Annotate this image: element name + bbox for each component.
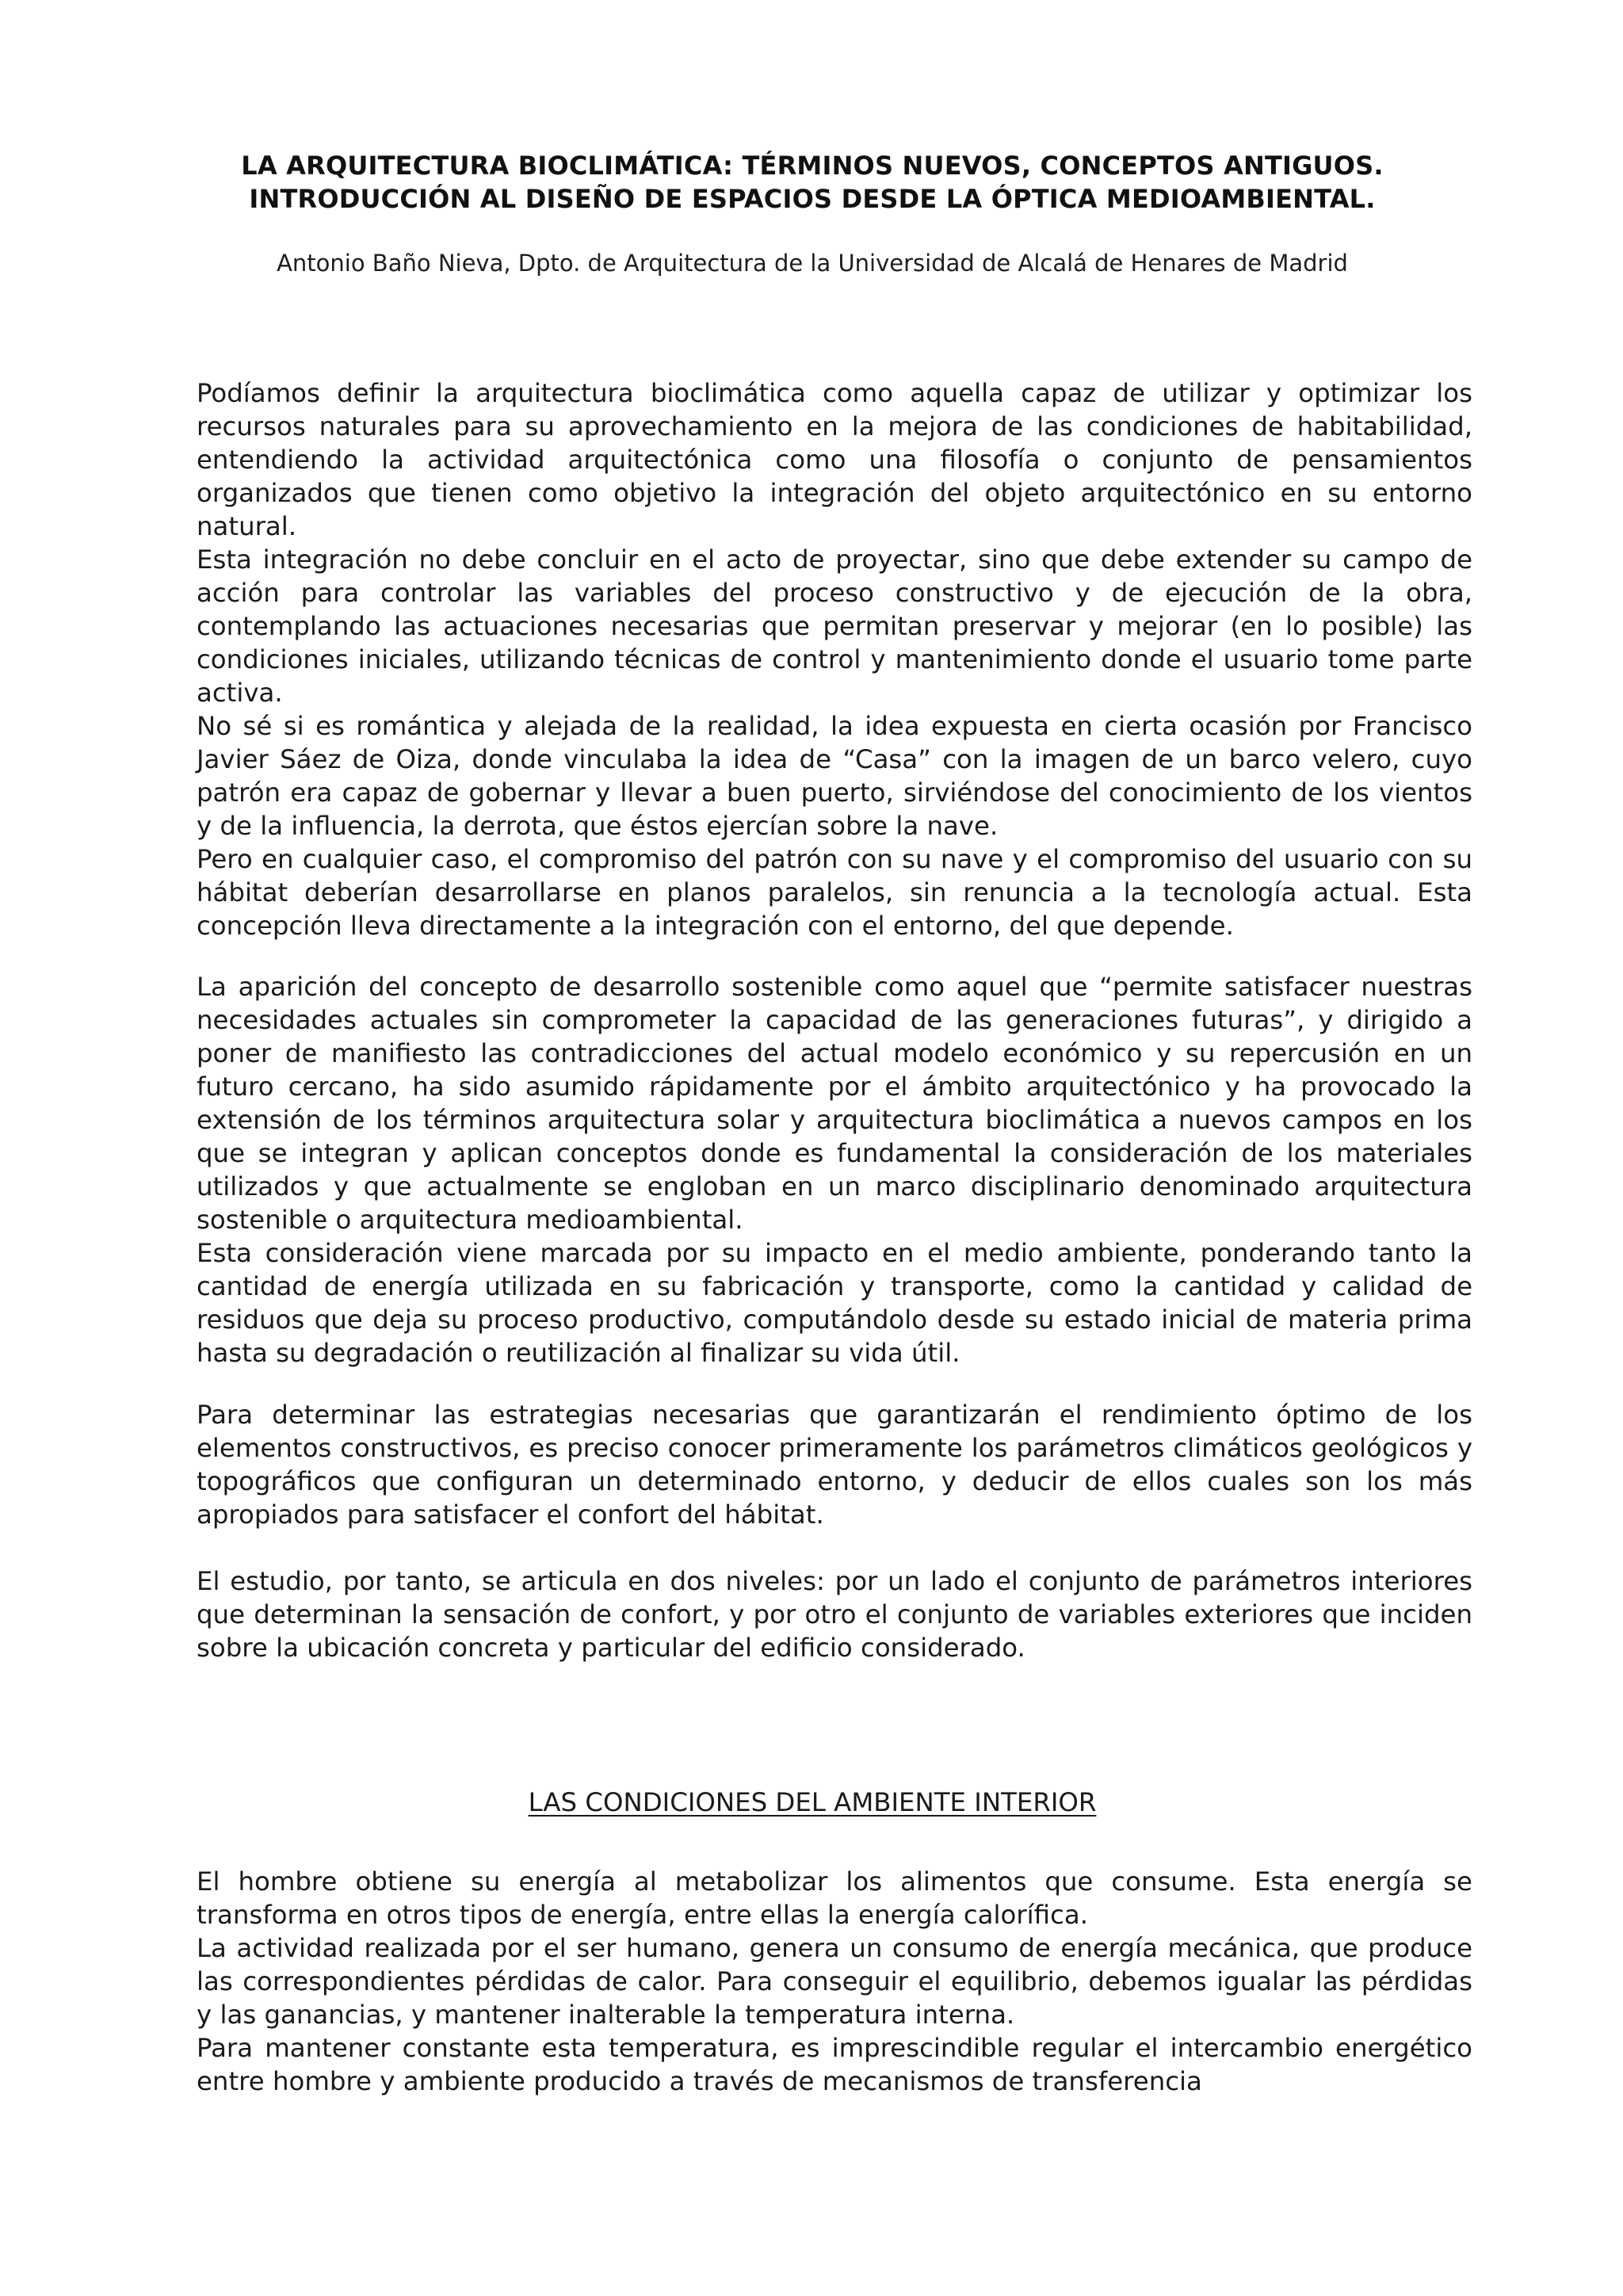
paragraph: Podíamos definir la arquitectura bioclimática como aquella capaz de utilizar y optimizar los recursos naturales para su aprovechamiento en la mejora de las condiciones de habitabilidad, entendiendo la actividad arquitectónica como una filosofía o conjunto de pensamientos organizados que tienen como objetivo la integración del objeto arquitectónico en su entorno natural. bbox=[197, 378, 1472, 541]
section-definition bbox=[197, 376, 1472, 942]
section-interior-conditions bbox=[197, 1865, 1472, 2098]
paragraph: Esta integración no debe concluir en el acto de proyectar, sino que debe extender su campo de acción para controlar las variables del proceso constructivo y de ejecución de la obra, contemplando las actuaciones necesarias que permitan preservar y mejorar (en lo posible) las condiciones iniciales, utilizando técnicas de control y mantenimiento donde el usuario tome parte activa. bbox=[197, 544, 1472, 708]
section-heading-interior bbox=[158, 1786, 1466, 1819]
paragraph: Pero en cualquier caso, el compromiso del patrón con su nave y el compromiso del usuario con su hábitat deberían desarrollarse en planos paralelos, sin renuncia a la tecnología actual. Esta concepción lleva directamente a la integración con el entorno, del que depende. bbox=[197, 844, 1472, 941]
paragraph: Esta consideración viene marcada por su impacto en el medio ambiente, ponderando tanto la cantidad de energía utilizada en su fabricación y transporte, como la cantidad y calidad de residuos que deja su proceso productivo, computándolo desde su estado inicial de materia prima hasta su degradación o reutilización al finalizar su vida útil. bbox=[197, 1238, 1472, 1368]
paragraph: Para mantener constante esta temperatura, es imprescindible regular el intercambio energético entre hombre y ambiente producido a través de mecanismos de transferencia bbox=[197, 2033, 1472, 2096]
section-sustainable-development bbox=[197, 970, 1472, 1370]
paragraph: El hombre obtiene su energía al metabolizar los alimentos que consume. Esta energía se transforma en otros tipos de energía, entre ellas la energía calorífica. bbox=[197, 1866, 1472, 1930]
paragraph: La aparición del concepto de desarrollo sostenible como aquel que “permite satisfacer nuestras necesidades actuales sin comprometer la capacidad de las generaciones futuras”, y dirigido a poner de manifiesto las contradicciones del actual modelo económico y su repercusión en un futuro cercano, ha sido asumido rápidamente por el ámbito arquitectónico y ha provocado la extensión de los términos arquitectura solar y arquitectura bioclimática a nuevos campos en los que se integran y aplican conceptos donde es fundamental la consideración de los materiales utilizados y que actualmente se engloban en un marco disciplinario denominado arquitectura sostenible o arquitectura medioambiental. bbox=[197, 972, 1472, 1235]
document-title-line-2: INTRODUCCIÓN AL DISEÑO DE ESPACIOS DESDE LA ÓPTICA MEDIOAMBIENTAL. bbox=[249, 184, 1376, 214]
paragraph: El estudio, por tanto, se articula en dos niveles: por un lado el conjunto de parámetros interiores que determinan la sensación de confort, y por otro el conjunto de variables exteriores que inciden sobre la ubicación concreta y particular del edificio considerado. bbox=[197, 1566, 1472, 1663]
document-title-line-1: LA ARQUITECTURA BIOCLIMÁTICA: TÉRMINOS NUEVOS, CONCEPTOS ANTIGUOS. bbox=[241, 151, 1384, 181]
paragraph: La actividad realizada por el ser humano, genera un consumo de energía mecánica, que produce las correspondientes pérdidas de calor. Para conseguir el equilibrio, debemos igualar las pérdidas y las ganancias, y mantener inalterable la temperatura interna. bbox=[197, 1933, 1472, 2030]
section-strategies bbox=[197, 1398, 1472, 1531]
section-heading-text: LAS CONDICIONES DEL AMBIENTE INTERIOR bbox=[528, 1787, 1097, 1817]
author-line: Antonio Baño Nieva, Dpto. de Arquitectura de la Universidad de Alcalá de Henares de Madrid bbox=[277, 250, 1348, 277]
paragraph: Para determinar las estrategias necesarias que garantizarán el rendimiento óptimo de los elementos constructivos, es preciso conocer primeramente los parámetros climáticos geológicos y topográficos que configuran un determinado entorno, y deducir de ellos cuales son los más apropiados para satisfacer el confort del hábitat. bbox=[197, 1400, 1472, 1530]
section-study-levels bbox=[197, 1564, 1472, 1664]
paragraph: No sé si es romántica y alejada de la realidad, la idea expuesta en cierta ocasión por Francisco Javier Sáez de Oiza, donde vinculaba la idea de “Casa” con la imagen de un barco velero, cuyo patrón era capaz de gobernar y llevar a buen puerto, sirviéndose del conocimiento de los vientos y de la influencia, la derrota, que éstos ejercían sobre la nave. bbox=[197, 711, 1472, 841]
